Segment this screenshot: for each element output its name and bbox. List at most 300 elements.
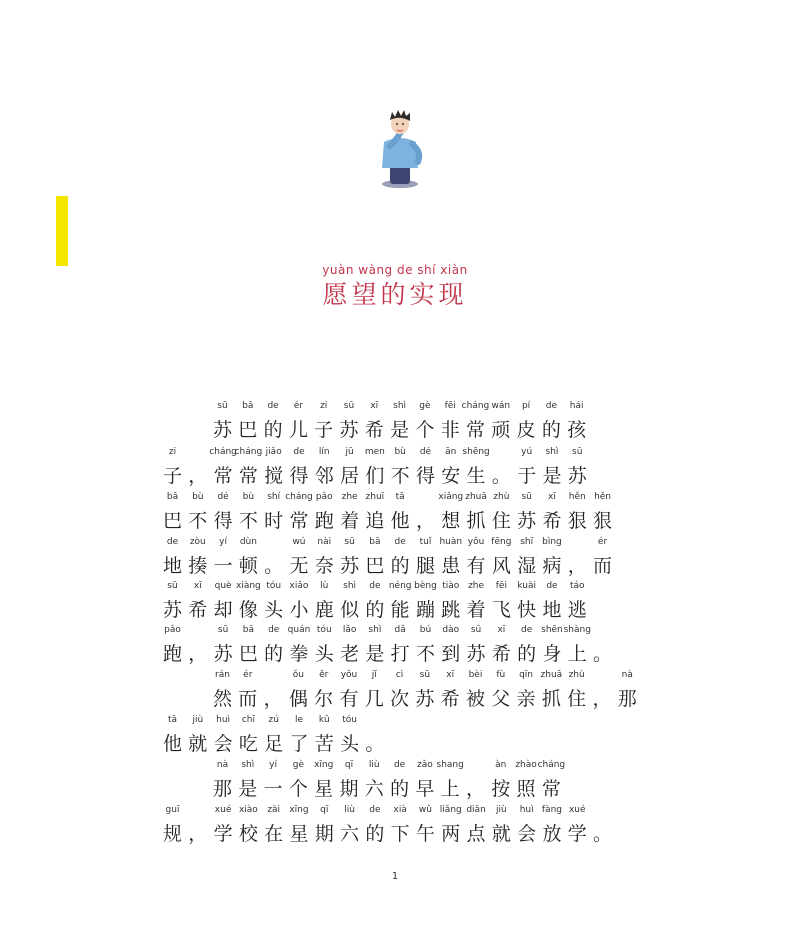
ruby-char (412, 669, 437, 711)
pinyin: lín (318, 447, 330, 457)
ruby-char (261, 536, 286, 578)
hanzi: 巴 (238, 643, 258, 665)
text-line (160, 624, 615, 666)
hanzi: 地 (542, 599, 562, 621)
ruby-char (387, 759, 412, 801)
pinyin: shàng (563, 625, 591, 635)
pinyin: yǒu (340, 670, 358, 680)
hanzi: 不 (415, 643, 435, 665)
pinyin: de (545, 401, 557, 411)
indent-space (185, 759, 210, 801)
hanzi: 校 (238, 823, 258, 845)
pinyin: bā (242, 625, 254, 635)
hanzi: 。 (264, 555, 284, 577)
hanzi: 到 (441, 643, 461, 665)
ruby-char (362, 580, 387, 622)
hanzi: 苏 (213, 643, 233, 665)
ruby-char (311, 669, 336, 711)
ruby-char (413, 536, 438, 578)
hanzi: 是 (542, 465, 562, 487)
ruby-char (211, 536, 236, 578)
pinyin: zhù (568, 670, 585, 680)
hanzi: 两 (441, 823, 461, 845)
ruby-char (312, 804, 337, 846)
ruby-char (464, 491, 489, 533)
pinyin: kuài (517, 581, 536, 591)
ruby-char (337, 580, 362, 622)
pinyin: guī (165, 805, 180, 815)
hanzi: 按 (491, 778, 511, 800)
ruby-char (388, 624, 413, 666)
ruby-char (210, 400, 235, 442)
hanzi: 能 (390, 599, 410, 621)
pinyin: bā (369, 537, 381, 547)
pinyin: men (364, 447, 385, 457)
ruby-char (463, 669, 488, 711)
hanzi: 风 (491, 555, 511, 577)
pinyin: xīng (289, 805, 309, 815)
hanzi: 希 (440, 688, 460, 710)
ruby-char (565, 491, 590, 533)
pinyin: yǒu (467, 537, 485, 547)
ruby-char (311, 400, 336, 442)
ruby-char (261, 669, 286, 711)
hanzi: 是 (365, 643, 385, 665)
pinyin: fēng (491, 537, 512, 547)
ruby-char (590, 804, 615, 846)
ruby-char (312, 580, 337, 622)
pinyin: xué (568, 805, 586, 815)
text-line (160, 446, 590, 488)
ruby-char (261, 759, 286, 801)
ruby-char (185, 491, 210, 533)
ruby-char (211, 580, 236, 622)
ruby-char (412, 759, 437, 801)
hanzi: 他 (162, 733, 182, 755)
hanzi: 居 (340, 465, 360, 487)
hanzi: 不 (238, 510, 258, 532)
pinyin: zhe (468, 581, 485, 591)
ruby-char (438, 446, 463, 488)
pinyin: fàng (541, 805, 562, 815)
ruby-char (160, 580, 185, 622)
ruby-char (438, 759, 463, 801)
pinyin: tuǐ (419, 537, 432, 547)
hanzi: 身 (542, 643, 562, 665)
hanzi: 子 (162, 465, 182, 487)
pinyin: shì (545, 447, 559, 457)
hanzi: 苏 (212, 419, 232, 441)
ruby-char (312, 714, 337, 756)
ruby-char (160, 491, 185, 533)
ruby-char (185, 536, 210, 578)
hanzi: 希 (364, 419, 384, 441)
ruby-char (413, 491, 438, 533)
title-block (0, 262, 790, 311)
pinyin: shang (436, 760, 464, 770)
hanzi: 住 (491, 510, 511, 532)
pinyin: sū (521, 492, 532, 502)
pinyin: rán (215, 670, 230, 680)
pinyin: cháng (209, 447, 237, 457)
hanzi: 苦 (314, 733, 334, 755)
hanzi: 希 (491, 643, 511, 665)
text-line (160, 669, 640, 711)
hanzi: 吃 (238, 733, 258, 755)
pinyin: néng (388, 581, 412, 591)
ruby-char (336, 669, 361, 711)
boy-illustration (368, 108, 432, 190)
ruby-char (413, 804, 438, 846)
hanzi: 规 (162, 823, 182, 845)
hanzi: 孩 (567, 419, 587, 441)
hanzi: 却 (213, 599, 233, 621)
pinyin: ān (445, 447, 457, 457)
ruby-char (489, 804, 514, 846)
pinyin: jiù (192, 715, 204, 725)
pinyin: bā (242, 401, 254, 411)
hanzi: 巴 (238, 419, 258, 441)
ruby-char (362, 669, 387, 711)
pinyin: jū (345, 447, 354, 457)
hanzi: 学 (213, 823, 233, 845)
pinyin: nài (317, 537, 332, 547)
ruby-char (261, 714, 286, 756)
pinyin: lǎo (342, 625, 357, 635)
pinyin: shì (393, 401, 407, 411)
ruby-char (438, 804, 463, 846)
ruby-char (261, 624, 286, 666)
ruby-char (211, 804, 236, 846)
ruby-char (488, 400, 513, 442)
hanzi: 鹿 (314, 599, 334, 621)
hanzi: 邻 (314, 465, 334, 487)
ruby-char (464, 580, 489, 622)
hanzi: 六 (364, 778, 384, 800)
pinyin: fēi (495, 581, 507, 591)
hanzi: 拳 (289, 643, 309, 665)
pinyin: huàn (439, 537, 463, 547)
ruby-char (337, 714, 362, 756)
ruby-char (514, 400, 539, 442)
pinyin: sū (470, 625, 482, 635)
ruby-char (236, 804, 261, 846)
pinyin: fù (496, 670, 506, 680)
pinyin: xiàng (236, 581, 261, 591)
pinyin: dùn (239, 537, 257, 547)
hanzi: ， (567, 555, 587, 577)
pinyin: chī (241, 715, 255, 725)
ruby-char (236, 536, 261, 578)
hanzi: ， (188, 643, 208, 665)
hanzi: 个 (415, 419, 435, 441)
pinyin: zú (268, 715, 279, 725)
hanzi: 足 (264, 733, 284, 755)
ruby-char (464, 446, 489, 488)
pinyin: de (166, 537, 179, 547)
ruby-char (185, 714, 210, 756)
hanzi: 巴 (365, 555, 385, 577)
ruby-char (286, 714, 311, 756)
hanzi: 六 (340, 823, 360, 845)
hanzi: 星 (314, 778, 334, 800)
pinyin: huì (519, 805, 534, 815)
ruby-char (337, 491, 362, 533)
hanzi: 打 (390, 643, 410, 665)
pinyin: diǎn (466, 805, 486, 815)
ruby-char (590, 491, 615, 533)
hanzi: 狠 (567, 510, 587, 532)
yellow-margin-bar (56, 196, 68, 266)
ruby-char (438, 400, 463, 442)
hanzi: 。 (365, 733, 385, 755)
ruby-char (615, 669, 640, 711)
hanzi: 着 (340, 510, 360, 532)
indent-space (185, 400, 210, 442)
ruby-char (160, 536, 185, 578)
pinyin: sū (217, 625, 229, 635)
pinyin: àn (495, 760, 507, 770)
text-line (160, 714, 388, 756)
pinyin: cháng (537, 760, 566, 770)
ruby-char (211, 714, 236, 756)
hanzi: 快 (517, 599, 537, 621)
hanzi: 小 (289, 599, 309, 621)
pinyin: jiù (496, 805, 507, 815)
ruby-char (362, 759, 387, 801)
hanzi: 个 (288, 778, 308, 800)
hanzi: 他 (390, 510, 410, 532)
pinyin: táo (569, 581, 585, 591)
ruby-char (336, 400, 361, 442)
pinyin: tóu (316, 625, 332, 635)
ruby-char (160, 446, 185, 488)
ruby-char (438, 536, 463, 578)
pinyin: de (369, 805, 381, 815)
ruby-char (185, 446, 210, 488)
ruby-char (235, 669, 260, 711)
pinyin: shì (343, 581, 357, 591)
ruby-char (489, 491, 514, 533)
hanzi: 非 (440, 419, 460, 441)
ruby-char (565, 536, 590, 578)
ruby-char (539, 624, 564, 666)
pinyin: ǒu (292, 670, 304, 680)
hanzi: 尔 (314, 688, 334, 710)
hanzi: 常 (541, 778, 561, 800)
ruby-char (387, 400, 412, 442)
ruby-char (539, 400, 564, 442)
ruby-char (286, 536, 311, 578)
pinyin: shì (368, 625, 382, 635)
pinyin: xī (446, 670, 455, 680)
hanzi: 的 (263, 419, 283, 441)
pinyin: xī (548, 492, 556, 502)
ruby-char (236, 624, 261, 666)
ruby-char (236, 491, 261, 533)
pinyin: qīn (519, 670, 534, 680)
pinyin: sū (572, 447, 583, 457)
ruby-char (438, 491, 463, 533)
indent-space (185, 669, 210, 711)
ruby-char (413, 580, 438, 622)
pinyin: nà (216, 760, 229, 770)
text-line (160, 491, 615, 533)
ruby-char (337, 446, 362, 488)
hanzi: 苏 (339, 419, 359, 441)
ruby-char (312, 446, 337, 488)
hanzi: 湿 (517, 555, 537, 577)
hanzi: 着 (466, 599, 486, 621)
pinyin: tóu (342, 715, 357, 725)
hanzi: 下 (390, 823, 410, 845)
hanzi: ， (465, 778, 485, 800)
ruby-char (337, 804, 362, 846)
pinyin: de (293, 447, 305, 457)
pinyin: bā (166, 492, 179, 502)
ruby-char (210, 759, 235, 801)
text-line (160, 804, 615, 846)
hanzi: 不 (188, 510, 208, 532)
pinyin: zòu (189, 537, 206, 547)
ruby-char (185, 624, 210, 666)
pinyin: shī (520, 537, 534, 547)
hanzi: 上 (440, 778, 460, 800)
hanzi: 就 (188, 733, 208, 755)
hanzi: ， (415, 510, 435, 532)
ruby-char (160, 804, 185, 846)
ruby-char (286, 491, 311, 533)
hanzi: 抓 (541, 688, 561, 710)
hanzi: 父 (491, 688, 511, 710)
pinyin: liù (368, 760, 380, 770)
pinyin: zi (168, 447, 177, 457)
hanzi: 星 (289, 823, 309, 845)
ruby-char (489, 580, 514, 622)
hanzi: 常 (465, 419, 485, 441)
ruby-char (210, 669, 235, 711)
ruby-char (388, 804, 413, 846)
ruby-char (362, 804, 387, 846)
pinyin: zǎo (417, 760, 433, 770)
pinyin: xī (193, 581, 202, 591)
pinyin: ěr (319, 670, 329, 680)
hanzi: 追 (365, 510, 385, 532)
hanzi: 得 (289, 465, 309, 487)
pinyin: cháng (285, 492, 313, 502)
hanzi: 们 (365, 465, 385, 487)
text-line (160, 580, 590, 622)
pinyin: hěn (594, 492, 612, 502)
indent-space (160, 759, 185, 801)
hanzi: 的 (390, 555, 410, 577)
pinyin: qī (320, 805, 329, 815)
ruby-char (211, 491, 236, 533)
ruby-char (337, 624, 362, 666)
ruby-char (261, 804, 286, 846)
hanzi: ， (188, 823, 208, 845)
hanzi: 皮 (516, 419, 536, 441)
ruby-char (514, 759, 539, 801)
hanzi: 那 (212, 778, 232, 800)
pinyin: tóu (266, 581, 282, 591)
pinyin: zi (320, 401, 328, 411)
hanzi: 苏 (415, 688, 435, 710)
hanzi: 地 (162, 555, 182, 577)
ruby-char (185, 804, 210, 846)
ruby-char (463, 400, 488, 442)
hanzi: 苏 (567, 465, 587, 487)
ruby-char (539, 669, 564, 711)
hanzi: 不 (390, 465, 410, 487)
hanzi: 那 (617, 688, 637, 710)
ruby-char (514, 624, 539, 666)
pinyin: gè (292, 760, 305, 770)
pinyin: wú (292, 537, 306, 547)
page-title: 愿望的实现 (322, 280, 468, 309)
pinyin: hái (569, 401, 584, 411)
hanzi: 儿 (288, 419, 308, 441)
hanzi: 苏 (162, 599, 182, 621)
pinyin: xiǎng (438, 492, 464, 502)
hanzi: 而 (593, 555, 613, 577)
ruby-char (311, 759, 336, 801)
ruby-char (261, 491, 286, 533)
ruby-char (211, 446, 236, 488)
text-line (160, 400, 589, 442)
hanzi: 点 (466, 823, 486, 845)
ruby-char (564, 669, 589, 711)
hanzi: 想 (441, 510, 461, 532)
ruby-char (539, 446, 564, 488)
hanzi: 希 (542, 510, 562, 532)
indent-space (160, 669, 185, 711)
hanzi: 。 (593, 643, 613, 665)
ruby-char (514, 536, 539, 578)
pinyin: sū (217, 401, 228, 411)
ruby-char (387, 669, 412, 711)
ruby-char (564, 400, 589, 442)
hanzi: 头 (314, 643, 334, 665)
pinyin: dé (217, 492, 229, 502)
hanzi: 会 (213, 733, 233, 755)
ruby-char (590, 624, 615, 666)
hanzi: 。 (593, 823, 613, 845)
title-pinyin: yuàn wàng de shí xiàn (322, 263, 468, 277)
pinyin: dǎ (394, 625, 406, 635)
ruby-char (438, 669, 463, 711)
hanzi: 狠 (593, 510, 613, 532)
ruby-char (565, 580, 590, 622)
ruby-char (489, 536, 514, 578)
ruby-char (539, 804, 564, 846)
hanzi: 的 (517, 643, 537, 665)
hanzi: ， (188, 465, 208, 487)
hanzi: 似 (340, 599, 360, 621)
hanzi: 学 (567, 823, 587, 845)
hanzi: 一 (213, 555, 233, 577)
hanzi: 患 (441, 555, 461, 577)
pinyin: xī (370, 401, 379, 411)
pinyin: cì (395, 670, 404, 680)
pinyin: bù (242, 492, 255, 502)
page-number: 1 (391, 871, 399, 882)
hanzi: 搅 (264, 465, 284, 487)
ruby-char (514, 669, 539, 711)
pinyin: xiǎo (289, 581, 309, 591)
hanzi: 了 (289, 733, 309, 755)
pinyin: wǔ (418, 805, 432, 815)
